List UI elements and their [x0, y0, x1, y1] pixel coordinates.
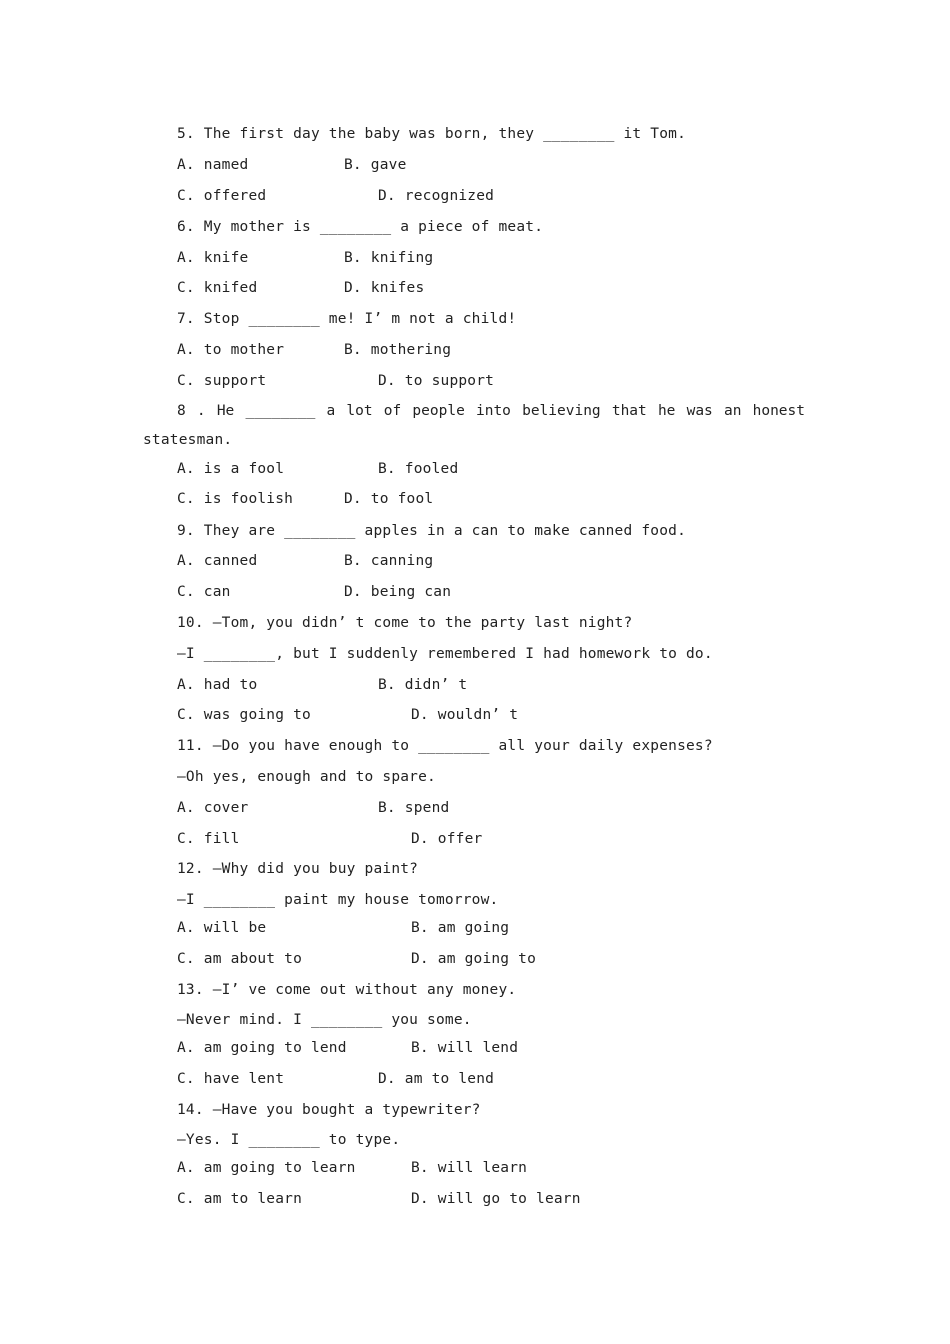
question-14-option-b: B. will learn — [411, 1160, 528, 1176]
question-13-stem: 13. —I’ ve come out without any money. — [177, 982, 517, 998]
question-9-option-b: B. canning — [344, 553, 434, 569]
question-5-option-c: C. offered — [177, 188, 267, 204]
question-8-option-b: B. fooled — [378, 461, 459, 477]
question-7-option-b: B. mothering — [344, 342, 452, 358]
question-5-stem: 5. The first day the baby was born, they ________ it Tom. — [177, 126, 686, 142]
question-8-stem-line1: 8 . He ________ a lot of people into believing that he was an honest — [177, 403, 805, 419]
question-10-option-c: C. was going to — [177, 707, 311, 723]
question-14-reply: —Yes. I ________ to type. — [177, 1132, 401, 1148]
question-10-stem: 10. —Tom, you didn’ t come to the party last night? — [177, 615, 633, 631]
question-11-reply: —Oh yes, enough and to spare. — [177, 769, 436, 785]
question-8-option-c: C. is foolish — [177, 491, 294, 507]
question-8-option-a: A. is a fool — [177, 461, 285, 477]
question-6-option-c: C. knifed — [177, 280, 258, 296]
question-10-option-a: A. had to — [177, 677, 258, 693]
question-8-stem-line2: statesman. — [143, 432, 233, 448]
question-14-option-d: D. will go to learn — [411, 1191, 581, 1207]
question-5-option-b: B. gave — [344, 157, 407, 173]
question-7-option-a: A. to mother — [177, 342, 285, 358]
question-11-option-c: C. fill — [177, 831, 240, 847]
question-7-option-d: D. to support — [378, 373, 495, 389]
question-12-stem: 12. —Why did you buy paint? — [177, 861, 419, 877]
question-12-option-c: C. am about to — [177, 951, 303, 967]
question-7-stem: 7. Stop ________ me! I’ m not a child! — [177, 311, 517, 327]
question-13-option-c: C. have lent — [177, 1071, 285, 1087]
question-13-option-d: D. am to lend — [378, 1071, 495, 1087]
question-10-option-d: D. wouldn’ t — [411, 707, 519, 723]
question-11-stem: 11. —Do you have enough to ________ all your daily expenses? — [177, 738, 713, 754]
question-13-reply: —Never mind. I ________ you some. — [177, 1012, 472, 1028]
question-5-option-d: D. recognized — [378, 188, 495, 204]
question-5-option-a: A. named — [177, 157, 249, 173]
question-8-option-d: D. to fool — [344, 491, 434, 507]
question-6-option-d: D. knifes — [344, 280, 425, 296]
question-6-option-b: B. knifing — [344, 250, 434, 266]
question-12-option-b: B. am going — [411, 920, 510, 936]
question-13-option-a: A. am going to lend — [177, 1040, 347, 1056]
question-10-reply: —I ________, but I suddenly remembered I had homework to do. — [177, 646, 713, 662]
question-12-option-a: A. will be — [177, 920, 267, 936]
question-14-option-c: C. am to learn — [177, 1191, 303, 1207]
question-7-option-c: C. support — [177, 373, 267, 389]
question-9-option-c: C. can — [177, 584, 231, 600]
question-9-option-d: D. being can — [344, 584, 452, 600]
question-9-stem: 9. They are ________ apples in a can to make canned food. — [177, 523, 686, 539]
question-14-option-a: A. am going to learn — [177, 1160, 356, 1176]
question-11-option-b: B. spend — [378, 800, 450, 816]
question-10-option-b: B. didn’ t — [378, 677, 468, 693]
question-13-option-b: B. will lend — [411, 1040, 519, 1056]
question-11-option-a: A. cover — [177, 800, 249, 816]
question-14-stem: 14. —Have you bought a typewriter? — [177, 1102, 481, 1118]
question-6-option-a: A. knife — [177, 250, 249, 266]
question-9-option-a: A. canned — [177, 553, 258, 569]
question-11-option-d: D. offer — [411, 831, 483, 847]
question-12-reply: —I ________ paint my house tomorrow. — [177, 892, 499, 908]
question-6-stem: 6. My mother is ________ a piece of meat. — [177, 219, 544, 235]
question-12-option-d: D. am going to — [411, 951, 537, 967]
